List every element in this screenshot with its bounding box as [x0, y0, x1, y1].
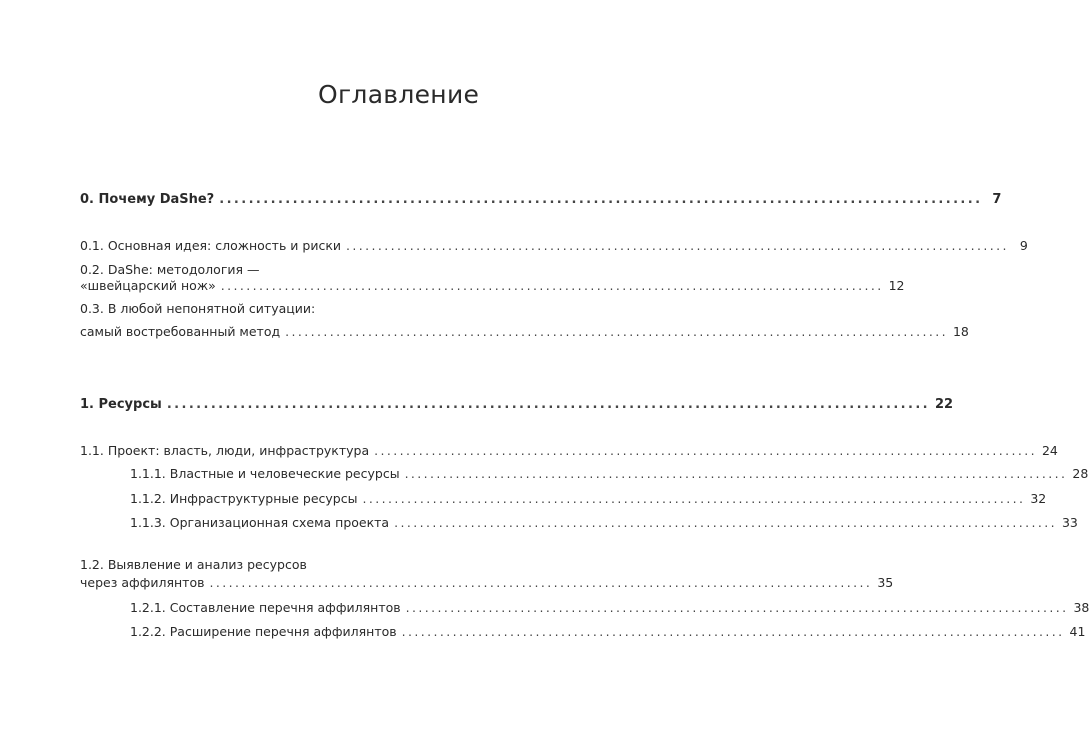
toc-page-number: 22 — [935, 397, 954, 412]
toc-entry-title: «швейцарский нож» — [80, 278, 216, 293]
toc-leader-dots: ........................................................................................................ — [405, 600, 1069, 615]
toc-page-number: 12 — [888, 278, 905, 293]
toc-entry-title: через аффилянтов — [80, 575, 205, 590]
toc-page-number: 28 — [1072, 466, 1089, 481]
toc-entry-1-2-line1[interactable]: 1.2. Выявление и анализ ресурсов — [80, 557, 307, 572]
toc-entry-0-2[interactable] — [80, 278, 905, 294]
toc-entry-title: 1.1.1. Властные и человеческие ресурсы — [130, 466, 400, 481]
toc-entry-title: 1.2.1. Составление перечня аффилянтов — [130, 600, 401, 615]
toc-entry-title: 0. Почему DaShe? — [80, 192, 215, 207]
toc-entry-1-1[interactable] — [80, 443, 1058, 459]
toc-leader-dots: ........................................................................................................ — [220, 278, 884, 293]
toc-page-number: 33 — [1061, 515, 1078, 530]
toc-entry-1-1-3[interactable] — [130, 515, 1078, 531]
toc-page-number: 32 — [1030, 491, 1047, 506]
toc-leader-dots: ........................................................................................................ — [404, 466, 1068, 481]
toc-entry-title: 1.1.3. Организационная схема проекта — [130, 515, 390, 530]
toc-entry-1-1-2[interactable] — [130, 491, 1047, 507]
toc-leader-dots: ........................................................................................................ — [394, 515, 1057, 530]
toc-leader-dots: ........................................................................................................ — [285, 324, 948, 339]
toc-entry-0[interactable] — [80, 192, 1002, 208]
toc-leader-dots: ........................................................................................................ — [346, 238, 1009, 253]
toc-entry-title: 1.1. Проект: власть, люди, инфраструктура — [80, 443, 370, 458]
toc-entry-1-2[interactable] — [80, 575, 894, 591]
toc-page-number: 38 — [1073, 600, 1089, 615]
toc-entry-title: 0.1. Основная идея: сложность и риски — [80, 238, 341, 253]
toc-page-number: 9 — [1019, 238, 1028, 253]
toc-leader-dots: ........................................................................................................ — [219, 192, 983, 207]
toc-entry-title: 1.2.2. Расширение перечня аффилянтов — [130, 624, 397, 639]
toc-page-number: 7 — [992, 192, 1002, 207]
toc-page-number: 18 — [952, 324, 969, 339]
toc-entry-title: 1. Ресурсы — [80, 397, 162, 412]
toc-entry-1-2-2[interactable] — [130, 624, 1086, 640]
toc-entry-1-2-1[interactable] — [130, 600, 1089, 616]
toc-entry-0-2-line1[interactable]: 0.2. DaShe: методология — — [80, 262, 260, 277]
toc-entry-0-1[interactable] — [80, 238, 1028, 254]
toc-entry-0-3[interactable] — [80, 324, 969, 340]
toc-leader-dots: ........................................................................................................ — [209, 575, 873, 590]
toc-entry-0-3-line1[interactable]: 0.3. В любой непонятной ситуации: — [80, 301, 316, 316]
toc-page-number: 24 — [1041, 443, 1058, 458]
toc-page-number: 35 — [877, 575, 894, 590]
toc-entry-1[interactable] — [80, 397, 954, 413]
toc-page-number: 41 — [1069, 624, 1086, 639]
toc-entry-title: 1.1.2. Инфраструктурные ресурсы — [130, 491, 358, 506]
toc-leader-dots: ........................................................................................................ — [401, 624, 1065, 639]
toc-leader-dots: ........................................................................................................ — [166, 397, 931, 412]
toc-entry-1-1-1[interactable] — [130, 466, 1089, 482]
toc-leader-dots: ........................................................................................................ — [374, 443, 1037, 458]
toc-entry-title: самый востребованный метод — [80, 324, 281, 339]
toc-leader-dots: ........................................................................................................ — [362, 491, 1026, 506]
page-title: Оглавление — [318, 80, 480, 109]
